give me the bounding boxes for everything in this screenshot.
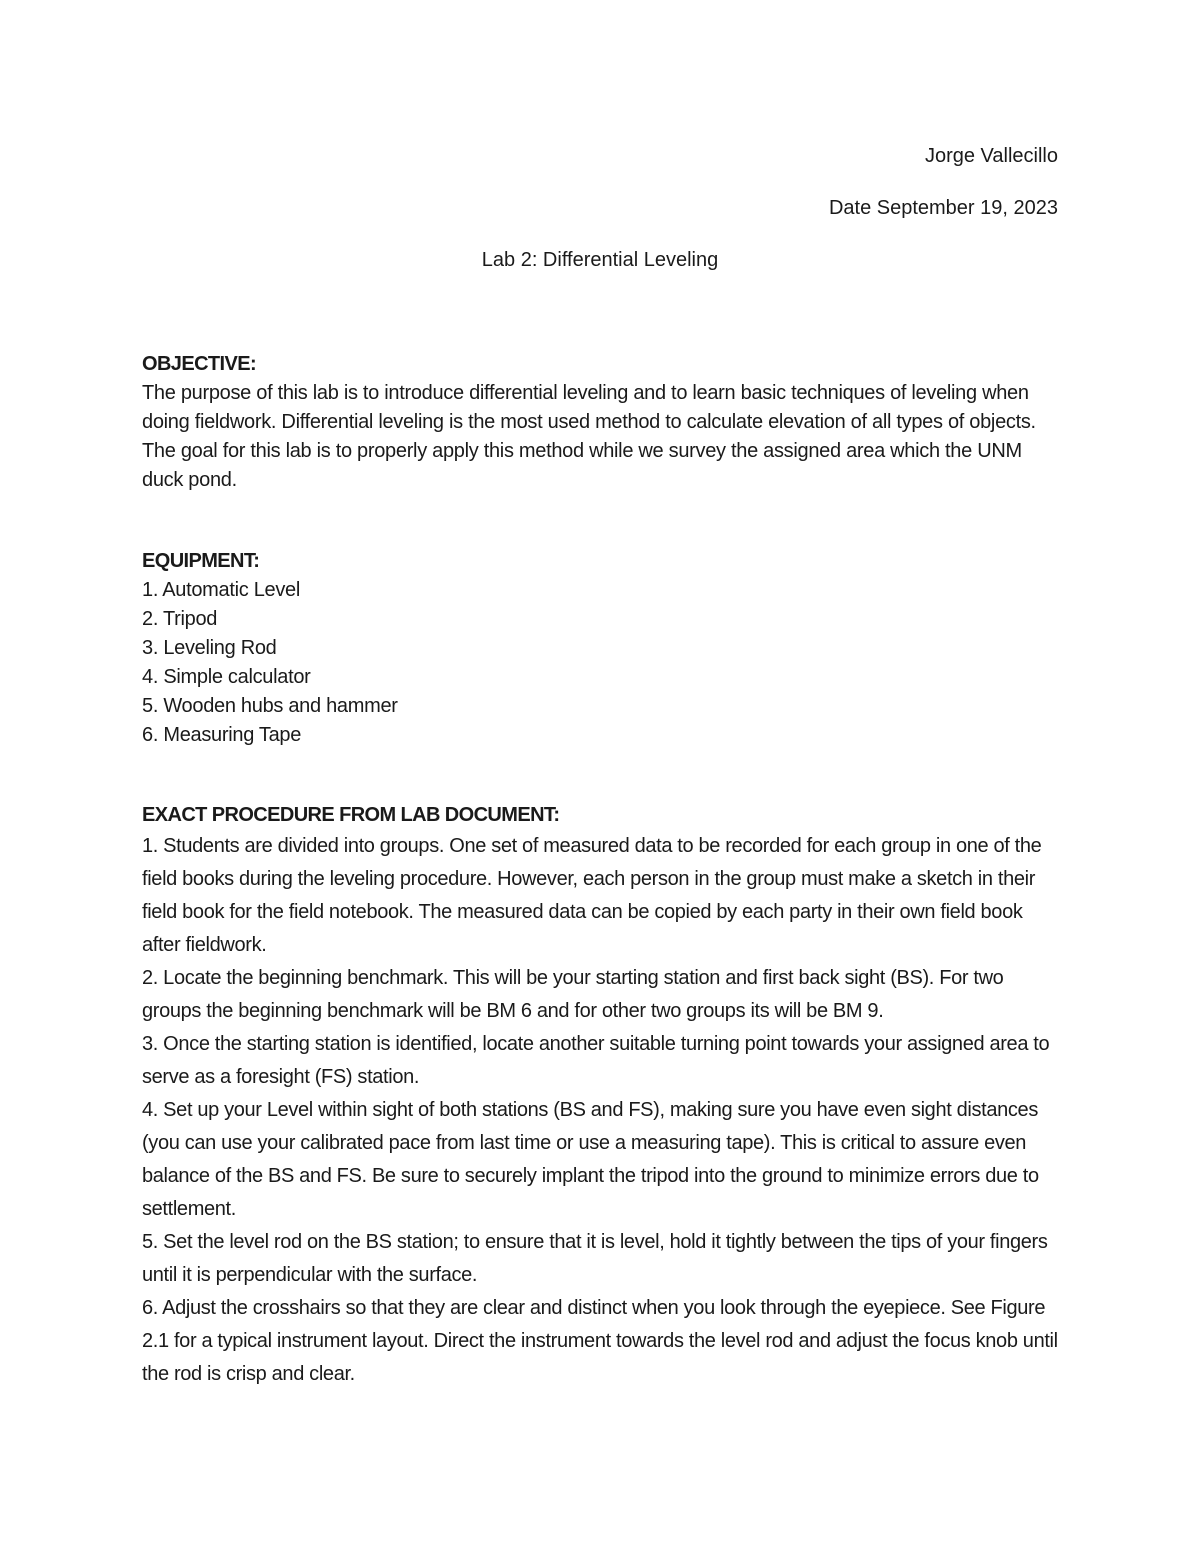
equipment-item: 3. Leveling Rod bbox=[142, 637, 277, 659]
procedure-step: 4. Set up your Level within sight of both stations (BS and FS), making sure you have even sight distances (you can use your calibrated pace from last time or use a measuring tape). This is critical to assure even balance of the BS and FS. Be sure to securely implant the tripod into the ground to minimize errors due to settlement. bbox=[142, 1099, 1039, 1220]
equipment-item: 6. Measuring Tape bbox=[142, 724, 302, 746]
procedure-step: 3. Once the starting station is identified, locate another suitable turning point towards your assigned area to serve as a foresight (FS) station. bbox=[142, 1033, 1050, 1088]
equipment-heading: EQUIPMENT: bbox=[142, 550, 260, 572]
procedure-heading: EXACT PROCEDURE FROM LAB DOCUMENT: bbox=[142, 804, 560, 826]
equipment-list bbox=[142, 576, 1062, 750]
equipment-item: 1. Automatic Level bbox=[142, 579, 301, 601]
equipment-item: 4. Simple calculator bbox=[142, 666, 311, 688]
objective-heading: OBJECTIVE: bbox=[142, 353, 257, 375]
procedure-step: 5. Set the level rod on the BS station; to ensure that it is level, hold it tightly between the tips of your fingers until it is perpendicular with the surface. bbox=[142, 1231, 1048, 1286]
objective-text: The purpose of this lab is to introduce differential leveling and to learn basic techniques of leveling when doing fieldwork. Differential leveling is the most used method to calculate elevation of all types of objects. The goal for this lab is to properly apply this method while we survey the assigned area which the UNM duck pond. bbox=[142, 382, 1036, 491]
procedure-step: 2. Locate the beginning benchmark. This will be your starting station and first back sight (BS). For two groups the beginning benchmark will be BM 6 and for other two groups its will be BM 9. bbox=[142, 967, 1004, 1022]
procedure-list bbox=[142, 830, 1062, 1391]
document-date: Date September 19, 2023 bbox=[828, 197, 1058, 219]
document-title: Lab 2: Differential Leveling bbox=[481, 249, 719, 271]
procedure-step: 1. Students are divided into groups. One set of measured data to be recorded for each group in one of the field books during the leveling procedure. However, each person in the group must make a sketch in their field book for the field notebook. The measured data can be copied by each party in their own field book after fieldwork. bbox=[142, 835, 1042, 956]
procedure-step: 6. Adjust the crosshairs so that they are clear and distinct when you look through the eyepiece. See Figure 2.1 for a typical instrument layout. Direct the instrument towards the level rod and adjust the focus knob until the rod is crisp and clear. bbox=[142, 1297, 1058, 1385]
author-name: Jorge Vallecillo bbox=[924, 145, 1058, 167]
objective-section bbox=[142, 350, 1062, 495]
equipment-section bbox=[142, 547, 1062, 750]
equipment-item: 2. Tripod bbox=[142, 608, 218, 630]
procedure-section bbox=[142, 801, 1062, 1391]
equipment-item: 5. Wooden hubs and hammer bbox=[142, 695, 398, 717]
